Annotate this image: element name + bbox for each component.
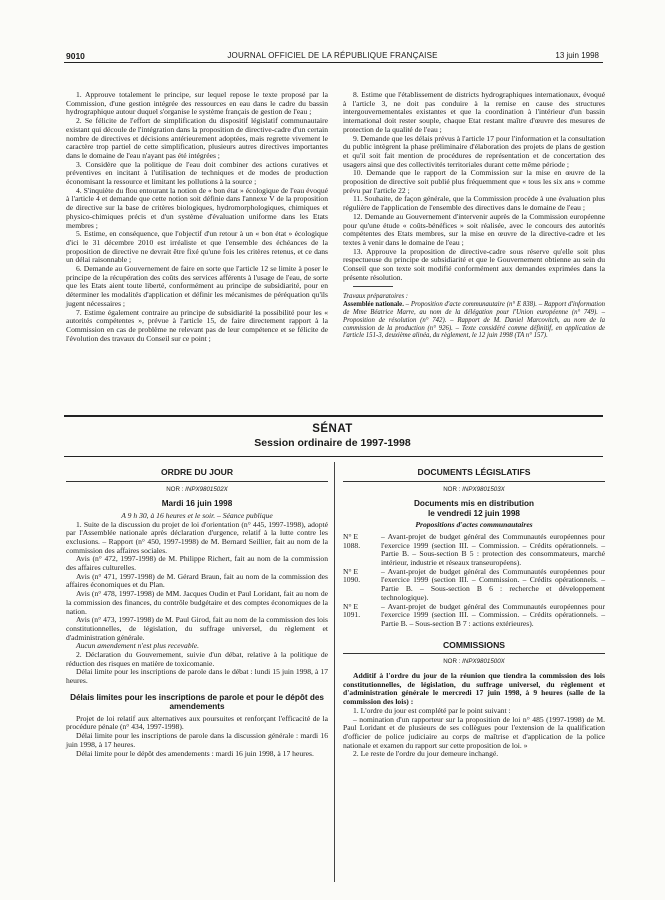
senat-rule-top <box>64 415 603 417</box>
ordre-item: Avis (n° 478, 1997-1998) de MM. Jacques Oudin et Paul Loridant, fait au nom de la commission des finances, du contrôle budgétaire et des comptes économiques de la nation. <box>66 589 328 616</box>
resolution-paragraph: 3. Considère que la politique de l'eau doit combiner des actions curatives et préventives en incitant à l'utilisation de techniques et de modes de production économisant la ressource et limitant les pollutions à la source ; <box>66 159 328 187</box>
separator-rule <box>353 286 393 287</box>
ordre-item: Délai limite pour les inscriptions de parole dans le débat : lundi 15 juin 1998, à 17 heures. <box>66 667 328 686</box>
document-entry <box>343 533 605 568</box>
document-entry <box>343 603 605 629</box>
documents-title: Documents mis en distribution le vendredi 12 juin 1998 <box>413 499 535 518</box>
resolution-paragraph: 13. Approuve la proposition de directive-cadre sous réserve qu'elle soit plus respectueuse du principe de subsidiarité et que le Gouvernement obtienne au sein du Conseil que son texte soit modifié conformément aux demandes exprimées dans la présente résolution. <box>343 246 605 282</box>
delais-item: Délai limite pour le dépôt des amendements : mardi 16 juin 1998, à 17 heures. <box>76 748 314 758</box>
commissions-item: 1. L'ordre du jour est complété par le point suivant : <box>353 705 511 715</box>
travaux-preparatoires <box>343 293 605 340</box>
ordre-item: Avis (n° 472, 1997-1998) de M. Philippe Richert, fait au nom de la commission des affaires culturelles. <box>66 554 328 573</box>
ordre-item: 2. Déclaration du Gouvernement, suivie d'un débat, relative à la politique de réduction des risques en matière de toxicomanie. <box>66 650 328 668</box>
ordre-item: Avis (n° 471, 1997-1998) de M. Gérard Braun, fait au nom de la commission des affaires économiques et du Plan. <box>66 571 328 590</box>
travaux-assembly: Assemblée nationale. <box>343 301 404 309</box>
senat-title: SÉNAT <box>312 423 353 435</box>
ordre-time: A 9 h 30, à 16 heures et le soir. – Séance publique <box>121 510 273 520</box>
document-number: N° E 1090. <box>343 566 361 585</box>
nor-reference: NOR : INPX9801500X <box>443 658 505 666</box>
section-rule <box>343 653 605 654</box>
resolution-paragraph: 10. Demande que le rapport de la Commission sur la mise en œuvre de la proposition de directive soit publié plus fréquemment que « tous les six ans » comme prévu par l'article 22 ; <box>343 168 605 195</box>
issue-date: 13 juin 1998 <box>555 51 599 60</box>
senat-rule-bottom <box>64 456 603 457</box>
resolution-right-column <box>343 91 605 340</box>
resolution-paragraph: 5. Estime, en conséquence, que l'objectif d'un retour à un « bon état » écologique d'ici le 31 décembre 2010 est irréaliste et que l'ensemble des échéances de la proposition de directive ne devrait être fixé qu'une fois les critères retenus, et ce dans un délai raisonnable ; <box>66 229 328 265</box>
section-rule <box>66 481 328 482</box>
section-rule <box>343 481 605 482</box>
document-text: – Avant-projet de budget général des Communautés européennes pour l'exercice 1999 (section III. – Commission. – Crédits opérationnels. – Partie B. – Sous-section B 6 : recherche et développement technologique). <box>381 566 605 602</box>
resolution-paragraph: 9. Demande que les délais prévus à l'article 17 pour l'information et la consultation du public intègrent la phase préliminaire d'élaboration des projets de plans de gestion et qu'il soit fait mention de procédures de représentation et de concertation des usagers ainsi que des collectivités territoriales durant cette même période ; <box>343 133 605 169</box>
commissions-item: – nomination d'un rapporteur sur la proposition de loi n° 485 (1997-1998) de M. Paul Loridant et de plusieurs de ses collègues pour l'extension de la qualification d'officier de police judiciaire au corps de maîtrise et d'application de la police nationale et examen du rapport sur cette proposition de loi. » <box>343 714 605 750</box>
resolution-paragraph: 2. Se félicite de l'effort de simplification du dispositif législatif communautaire existant qui découle de l'intégration dans la proposition de directive-cadre d'un certain nombre de directives et décisions antérieurement adoptées, mais regrette vivement le caractère trop partiel de cette simplification, plusieurs autres directives importantes dans le domaine de l'eau n'ayant pas été intégrées ; <box>66 116 328 160</box>
nor-reference: NOR : INPX9801503X <box>443 485 505 493</box>
senat-banner <box>0 423 665 449</box>
ordre-item: Aucun amendement n'est plus recevable. <box>76 641 200 651</box>
document-text: – Avant-projet de budget général des Communautés européennes pour l'exercice 1999 (section III. – Commission. – Crédits opérationnels. – Partie B. – Sous-section B 5 : protection des consommateurs, marché intérieur, industrie et réseaux transeuropéens). <box>381 531 605 568</box>
resolution-paragraph: 7. Estime également contraire au principe de subsidiarité la possibilité pour les « autorités compétentes », prévue à l'article 15, de faire directement rapport à la Commission en cas de problème ne relevant pas de leur compétence et se félicite de l'évolution des travaux du Conseil sur ce point ; <box>66 307 328 343</box>
commissions-intro: Additif à l'ordre du jour de la réunion que tiendra la commission des lois constitutionnelles, de législation, du suffrage universel, du règlement et d'administration générale le mercredi 17 juin 1998, à 9 heures (salle de la commission des lois) : <box>343 671 605 707</box>
commissions-item: 2. Le reste de l'ordre du jour demeure inchangé. <box>353 749 499 759</box>
resolution-paragraph: 8. Estime que l'établissement de districts hydrographiques internationaux, évoqué à l'article 3, ne doit pas conduire à la remise en cause des structures intergouvernementales existantes et que la coordination à l'intérieur d'un bassin international doit rester souple, chaque Etat restant maître d'œuvre des mesures de protection de la qualité de l'eau ; <box>343 90 605 134</box>
document-entry <box>343 568 605 603</box>
header-rule <box>64 62 603 63</box>
senat-subtitle: Session ordinaire de 1997-1998 <box>254 437 411 449</box>
delais-item: Projet de loi relatif aux alternatives aux poursuites et renforçant l'efficacité de la procédure pénale (n° 434, 1997-1998). <box>66 713 328 732</box>
documents-heading: DOCUMENTS LÉGISLATIFS <box>417 467 531 477</box>
resolution-paragraph: 11. Souhaite, de façon générale, que la Commission procède à une évaluation plus régulière de l'application de l'ensemble des directives dans le domaine de l'eau ; <box>343 194 605 213</box>
document-text: – Avant-projet de budget général des Communautés européennes pour l'exercice 1999 (section III. – Commission. – Crédits opérationnels. – Partie B. – Sous-section B 7 : actions extérieures). <box>381 601 605 628</box>
resolution-paragraph: 4. S'inquiète du flou entourant la notion de « bon état » écologique de l'eau évoqué à l'article 4 et demande que cette notion soit définie dans l'annexe V de la proposition de directive sur la base de critères biologiques, hydromorphologiques, chimiques et physico-chimiques précis et d'un système d'évaluation uniforme dans les Etats membres ; <box>66 185 328 230</box>
journal-title: JOURNAL OFFICIEL DE LA RÉPUBLIQUE FRANÇAISE <box>227 51 438 60</box>
column-divider <box>334 462 335 882</box>
resolution-paragraph: 6. Demande au Gouvernement de faire en sorte que l'article 12 se limite à poser le principe de la récupération des coûts des services afférents à l'usage de l'eau, de sorte que les Etats aient toute liberté, conformément au principe de subsidiarité, pour en déterminer les modalités d'application et définir les mécanismes de péréquation qu'ils jugent nécessaires ; <box>66 264 328 308</box>
travaux-label: Travaux préparatoires : <box>343 293 409 301</box>
ordre-date: Mardi 16 juin 1998 <box>161 499 233 509</box>
resolution-left-column <box>66 91 328 343</box>
document-number: N° E 1088. <box>343 531 361 550</box>
delais-item: Délai limite pour les inscriptions de parole dans la discussion générale : mardi 16 juin 1998, à 17 heures. <box>66 731 328 749</box>
ordre-item: 1. Suite de la discussion du projet de loi d'orientation (n° 445, 1997-1998), adopté par l'Assemblée nationale après déclaration d'urgence, relatif à la lutte contre les exclusions. – Rapport (n° 450, 1997-1998) de M. Bernard Seillier, fait au nom de la commission des affaires sociales. <box>66 519 328 555</box>
documents-section <box>343 468 605 759</box>
page-number: 9010 <box>66 51 85 61</box>
documents-subheading: Propositions d'actes communautaires <box>415 520 533 530</box>
nor-reference: NOR : INPX9801502X <box>166 485 228 493</box>
travaux-text: – Proposition d'acte communautaire (n° E 838). – Rapport d'information de Mme Béatrice Marre, au nom de la délégation pour l'Union européenne (n° 749). – Proposition de résolution (n° 742). – Rapport de M. Daniel Marcovitch, au nom de la commission de la production (n° 926). – Texte considéré comme définitif, en application de l'article 151-3, deuxième alinéa, du règlement, le 12 juin 1998 (TA n° 157). <box>343 301 605 340</box>
resolution-paragraph: 12. Demande au Gouvernement d'intervenir auprès de la Commission européenne pour qu'une étude « coûts-bénéfices » soit réalisée, avec le concours des autorités compétentes des Etats membres, sur la mise en œuvre de la directive-cadre et les textes à venir dans le domaine de l'eau ; <box>343 211 605 247</box>
delais-heading: Délais limites pour les inscriptions de parole et pour le dépôt des amendements <box>70 692 324 712</box>
ordre-du-jour-section <box>66 468 328 758</box>
document-number: N° E 1091. <box>343 601 361 620</box>
ordre-item: Avis (n° 473, 1997-1998) de M. Paul Girod, fait au nom de la commission des lois constitutionnelles, de législation, du suffrage universel, du règlement et d'administration générale. <box>66 615 328 642</box>
commissions-heading: COMMISSIONS <box>442 639 506 650</box>
resolution-paragraph: 1. Approuve totalement le principe, sur lequel repose le texte proposé par la Commission, d'une gestion intégrée des ressources en eau dans le cadre du bassin hydrographique autour duquel s'organise le système français de gestion de l'eau ; <box>66 90 328 117</box>
ordre-heading: ORDRE DU JOUR <box>160 467 234 477</box>
